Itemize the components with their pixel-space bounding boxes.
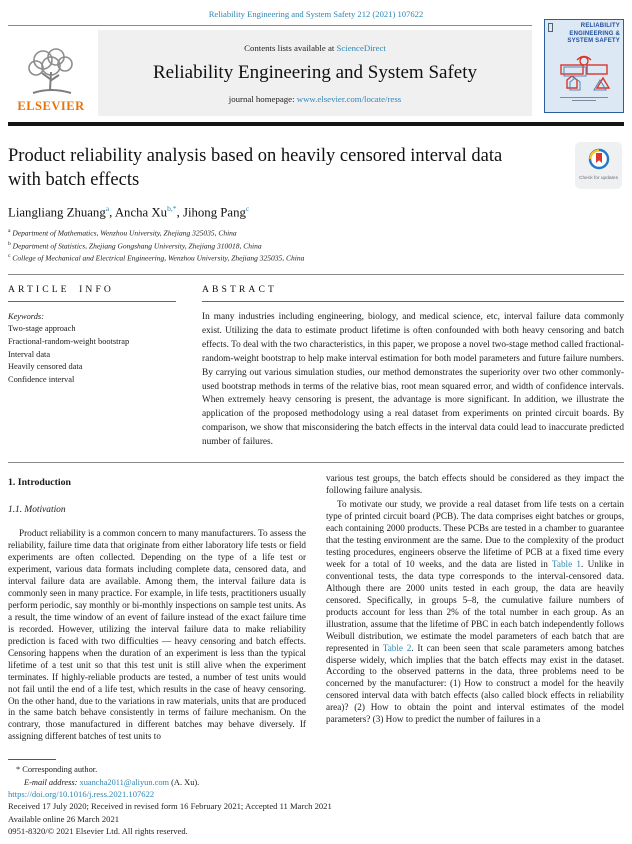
keywords-block: [8, 311, 176, 387]
abstract-bottom-rule: [8, 462, 624, 463]
masthead: [8, 25, 624, 126]
corresponding-author-text: Corresponding author.: [20, 765, 98, 775]
intro-left-column: [8, 473, 306, 789]
author-name: Jihong Pang: [182, 205, 246, 220]
intro-paragraph: [326, 499, 624, 726]
check-for-updates-icon: [588, 148, 610, 175]
section-heading: 1. Introduction: [8, 477, 71, 489]
affiliation-list: [8, 227, 624, 265]
introduction-section: [8, 473, 624, 789]
paragraph-text: To motivate our study, we provide a real dataset from life tests on a certain type of printed circuit board (PCB). The data comprises eight batches or groups, each containing 2000 products. These PCBs are tested in a chamber to guarantee that the testing environment are the same. Due to the complexity of the product testing procedures, engineers observe the lifetime of PCB at a fixed time every week for a total of 10 weeks, and the data are listed in: [326, 499, 624, 569]
subsection-heading: 1.1. Motivation: [8, 504, 66, 515]
homepage-prefix: journal homepage:: [228, 93, 297, 104]
paragraph-text: . It can been seen that scale parameters among batches disperse widely, which implies that the batch effects may exist in the dataset. According to the observed patterns in the data, three problems need to be concerned by the manufacturer: (1) How to construct a model for the heavily censored interval data with batch effects (also called block effects in reliability area)? (2) How to obtain the point and interval estimates of the model parameters? (3) How to predict the number of failures in a: [326, 642, 624, 725]
abstract-text: In many industries including engineering, biology, and medical science, etc, interval failure data commonly exist. Utilizing the data to estimate product lifetime is often confounded with both heavy censoring and batch effects. To deal with the two characteristics, in this paper, we propose a novel two-stage method called fractional-random-weight bootstrap to help make interval estimation for both model parameters and future failure numbers. By carrying out various simulation studies, our method demonstrates the superiority over two other commonly-used bootstrap methods in terms of the relative bias, root mean squared error, and width of confidence intervals. When extremely heavy censoring is present, the advantage is more significant. In addition, we illustrate the application of the proposed methodology using a real dataset from experiments on printed circuit boards. By comparison, we show that misconsidering the batch effects in the interval data could lead to inaccurate predicted number of failures.: [202, 311, 625, 448]
article-footer: [8, 788, 624, 837]
intro-paragraph-continuation: various test groups, the batch effects should be considered as they impact the following failure analysis.: [326, 473, 624, 496]
affiliation-text: Department of Statistics, Zhejiang Gongshang University, Zhejiang 310018, China: [10, 241, 262, 251]
affiliation: [8, 252, 624, 265]
cover-footer-lines: [548, 97, 620, 101]
author-name: Ancha Xu: [114, 205, 168, 220]
abstract-heading: ABSTRACT: [202, 284, 624, 302]
info-abstract-section: [8, 275, 624, 450]
keyword: Interval data: [8, 349, 51, 359]
cover-diagram-icon: [553, 52, 615, 92]
contents-line: [244, 43, 386, 53]
check-for-updates-label: Check for updates: [579, 176, 618, 182]
check-for-updates-badge[interactable]: [575, 142, 622, 189]
elsevier-logo: [8, 30, 94, 116]
article-info-column: [8, 284, 176, 450]
doi-link[interactable]: https://doi.org/10.1016/j.ress.2021.107622: [8, 789, 155, 800]
email-label: E-mail address:: [24, 777, 78, 787]
homepage-line: [229, 94, 401, 104]
title-bottom-rule: [8, 274, 624, 275]
journal-citation-line: Reliability Engineering and System Safety 212 (2021) 107622: [208, 9, 424, 19]
journal-title: Reliability Engineering and System Safety: [153, 61, 477, 83]
author-separator: ,: [176, 205, 183, 220]
affiliation-sup: c: [8, 253, 11, 260]
affiliation-text: Department of Mathematics, Wenzhou University, Zhejiang 325035, China: [10, 228, 237, 238]
article-title: Product reliability analysis based on heavily censored interval data with batch effects: [8, 146, 503, 191]
affiliation: [8, 227, 624, 240]
author-name: Liangliang Zhuang: [8, 205, 106, 220]
author-separator: ,: [109, 205, 115, 220]
masthead-top-rule: [8, 25, 532, 26]
journal-banner: [98, 30, 532, 116]
affiliation-sup: b: [8, 240, 11, 247]
title-block: [8, 144, 624, 275]
email-suffix: (A. Xu).: [171, 777, 200, 787]
footnote-rule: [8, 759, 56, 760]
elsevier-wordmark: ELSEVIER: [17, 99, 85, 113]
intro-right-column: [326, 473, 624, 789]
affiliation: [8, 240, 624, 253]
keyword: Two-stage approach: [8, 324, 76, 334]
journal-cover-thumbnail: [544, 19, 624, 113]
corresponding-author-footnote: [8, 759, 306, 789]
elsevier-tree-icon: [23, 46, 79, 98]
table-1-link[interactable]: Table 1: [551, 558, 582, 569]
affiliation-text: College of Mechanical and Electrical Engineering, Wenzhou University, Zhejiang 325035, China: [10, 253, 305, 263]
keyword: Confidence interval: [8, 374, 75, 384]
author-affil-sup: a: [105, 204, 110, 214]
intro-paragraph: Product reliability is a common concern to many manufacturers. To assess the reliability, failure time data that originate from either laboratory life tests or field experiments are often collected. Depending on the type of a life test or experiment, various data formats including complete data, censored data, and interval failure data are available. Among them, the interval failure data is commonly seen in many practice. For example, in life tests, practitioners usually perform periodic, say monthly or bi-monthly inspections on sample test units. As a result, the time window of an event of failure instead of the exact failure time is recorded. However, utilizing the interval failure data to make reliability prediction is faced with two difficulties — heavy censoring and batch effects. Censoring happens when the duration of an experiment is less than the typical lifetime of a test unit so that this test unit is still alive when the experiment terminates. If highly-reliable products are tested, a number of test units would not fail until the end of a life test, which results in the case of heavy censoring. On the other hand, due to the variations in raw materials, units that are produced in the same batch behave consistently in terms of failure mechanism. On the contrary, those manufactured in different batches may behave diversely. If assigning different batches of test units to: [8, 528, 306, 742]
copyright-line: 0951-8320/© 2021 Elsevier Ltd. All rights reserved.: [8, 825, 188, 836]
journal-homepage-link[interactable]: www.elsevier.com/locate/ress: [296, 93, 402, 104]
available-online-line: Available online 26 March 2021: [8, 813, 120, 824]
keywords-label: Keywords:: [8, 311, 44, 321]
email-link[interactable]: xuancha2011@aliyun.com: [77, 777, 172, 787]
article-info-heading: ARTICLE INFO: [8, 284, 176, 302]
sciencedirect-link[interactable]: ScienceDirect: [336, 42, 386, 53]
footnote-marker: *: [16, 765, 21, 775]
author-affil-sup: b,*: [167, 204, 177, 214]
abstract-column: [202, 284, 624, 450]
author-affil-sup: c: [245, 204, 250, 214]
keyword: Fractional-random-weight bootstrap: [8, 337, 130, 347]
keyword: Heavily censored data: [8, 362, 83, 372]
received-dates-line: Received 17 July 2020; Received in revised form 16 February 2021; Accepted 11 March 2021: [8, 801, 332, 812]
paragraph-text: . Unlike in conventional tests, the data type corresponds to the interval-censored data. Although there are 2000 units tested in each group, the data are heavily censored. Specifically, in groups 5–8, the cumulative failure numbers of products account for less than 2% of the total number in each group. As an illustration, assume that the lifetime of PBC in each batch independently follows Weibull distribution, we estimate the model parameters of each batch that are represented in: [326, 558, 625, 653]
affiliation-sup: a: [8, 228, 11, 235]
contents-prefix: Contents lists available at: [244, 42, 337, 53]
masthead-thick-rule: [8, 122, 624, 126]
author-list: [8, 204, 624, 220]
table-2-link[interactable]: Table 2: [382, 642, 412, 653]
cover-title: RELIABILITY ENGINEERING & SYSTEM SAFETY: [567, 23, 620, 44]
